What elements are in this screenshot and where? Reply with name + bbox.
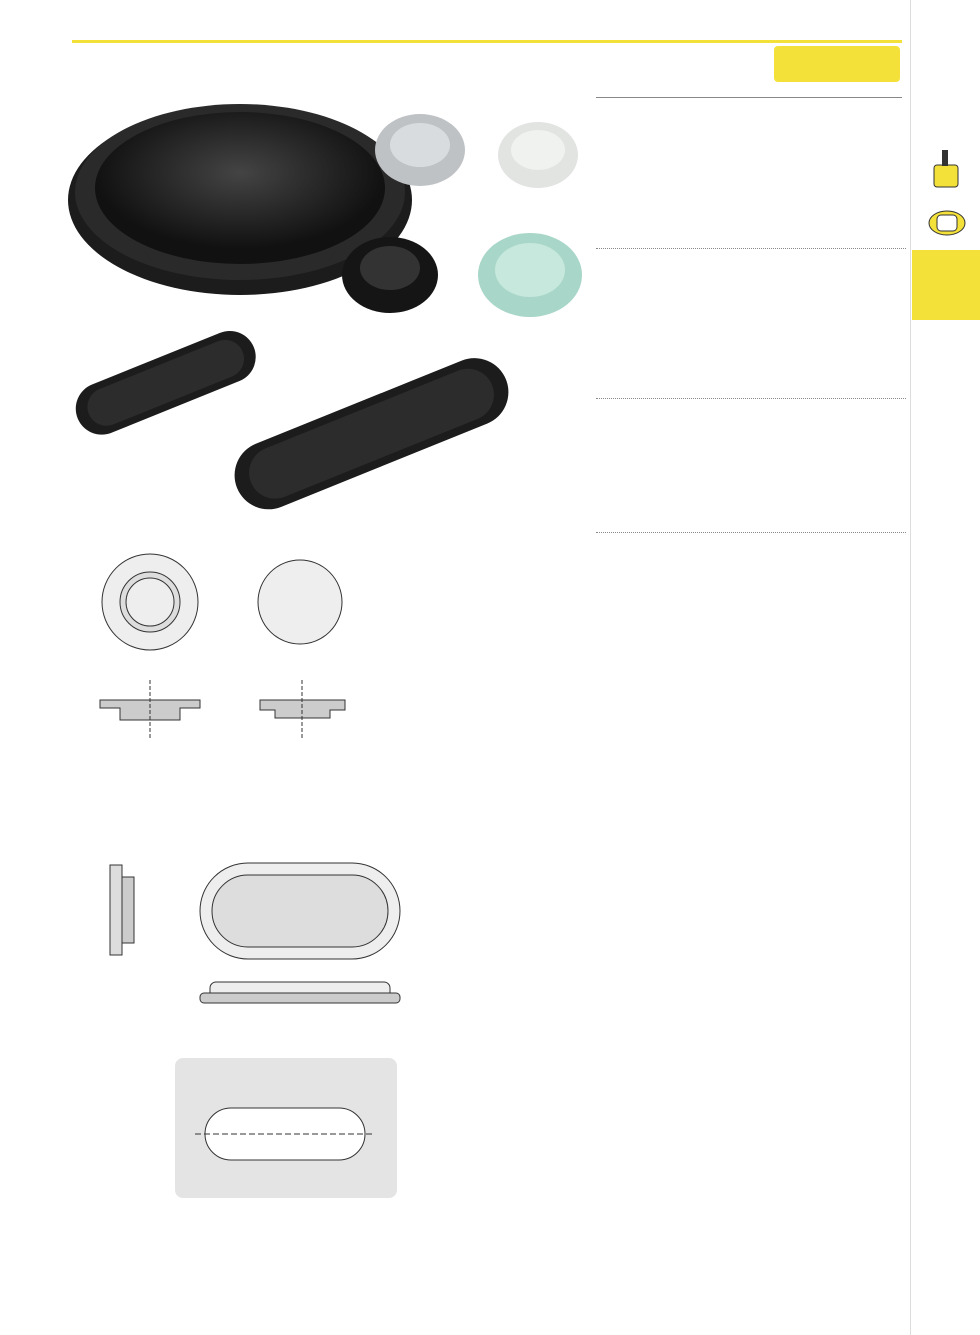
divider	[596, 532, 906, 533]
title-bar	[72, 40, 902, 43]
product-code-box	[774, 46, 900, 82]
divider	[596, 398, 906, 399]
section-letter	[912, 250, 980, 320]
side-vertical-label	[910, 700, 926, 940]
features-heading	[596, 94, 902, 98]
oval-drawing	[60, 815, 410, 1055]
latch-icon	[922, 145, 972, 245]
round-drawing	[60, 540, 400, 780]
divider	[596, 248, 906, 249]
product-photos	[60, 100, 600, 520]
side-category-title	[915, 18, 975, 138]
panel-cutout-box	[175, 1058, 397, 1198]
